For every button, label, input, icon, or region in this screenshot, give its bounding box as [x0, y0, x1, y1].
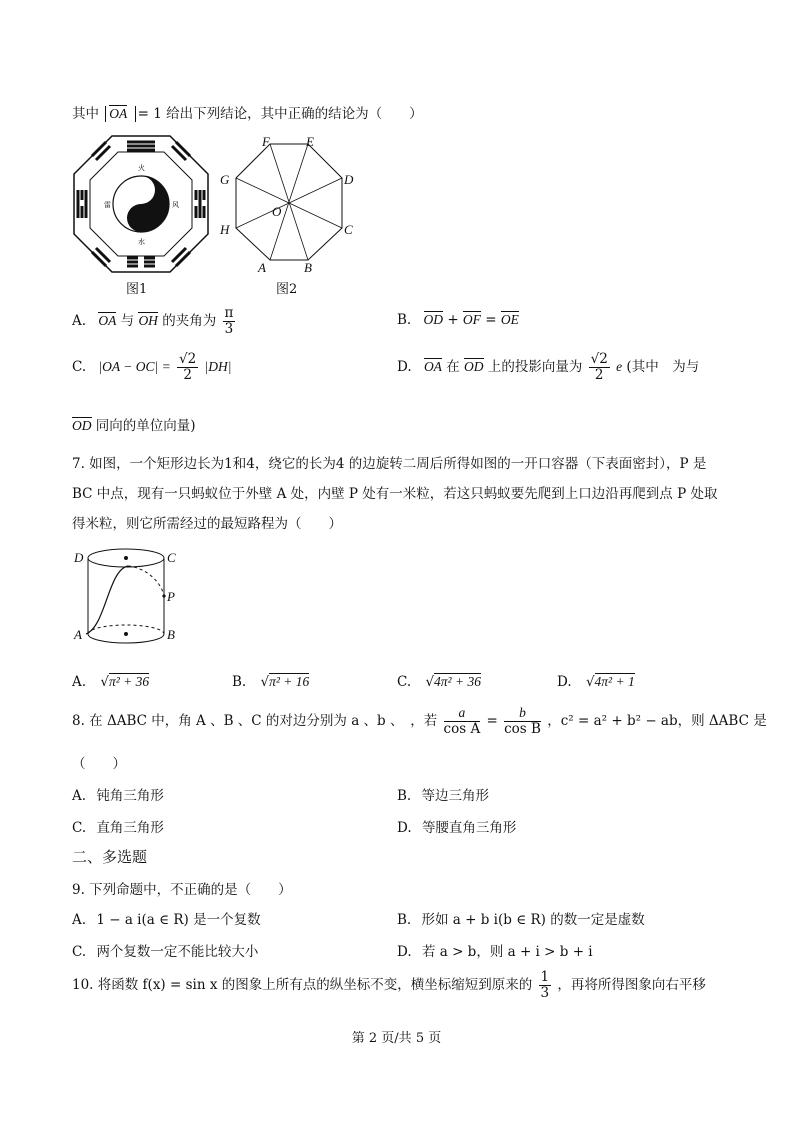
option-letter: C. — [397, 674, 412, 690]
option-letter: B. — [397, 912, 412, 928]
q8-option-c — [72, 816, 164, 836]
vector-oe: OE — [500, 312, 519, 327]
vector-oa: OA — [98, 312, 117, 328]
sqrt-expr: π² + 16 — [269, 674, 310, 689]
option-letter: A. — [72, 912, 87, 928]
option-text: 1 − a i(a ∈ R) 是一个复数 — [96, 912, 261, 928]
label-E: E — [306, 134, 314, 149]
q8-option-d — [397, 816, 516, 836]
q10-stem — [72, 970, 706, 1001]
sqrt-expr: 4π² + 1 — [594, 674, 635, 689]
sqrt-expr: 4π² + 36 — [434, 674, 481, 689]
q7-line2: BC 中点，现有一只蚂蚁位于外壁 A 处，内壁 P 处有一米粒，若这只蚂蚁要先爬到上口边沿再爬到点 P 处取 — [72, 486, 718, 502]
q6-option-b — [397, 312, 519, 328]
op: = — [485, 312, 497, 328]
svg-text:火: 火 — [138, 164, 145, 172]
label-G: G — [220, 172, 230, 187]
fig1-caption: 图1 — [126, 282, 148, 297]
option-text: 在 — [446, 358, 460, 375]
q9-option-d — [397, 940, 593, 960]
label-A: A — [74, 627, 82, 642]
option-letter: C. — [72, 944, 87, 960]
option-text: 上的投影向量为 — [487, 358, 583, 375]
option-text: 形如 a + b i(b ∈ R) 的数一定是虚数 — [421, 912, 645, 928]
fraction: $\frac{a}{\text{cos A}}$ — [443, 705, 481, 737]
option-text: (其中 为与 — [626, 358, 700, 375]
option-letter: A. — [72, 674, 87, 690]
fig2-caption: 图2 — [276, 282, 298, 297]
vector-od: OD — [423, 312, 444, 327]
q7-line3: 得米粒，则它所需经过的最短路程为（ ） — [72, 516, 342, 532]
option-text: 直角三角形 — [96, 820, 164, 836]
option-text: 等腰直角三角形 — [421, 820, 517, 836]
vector-od: OD — [464, 358, 484, 374]
q7-option-b: B. √π² + 16 — [232, 674, 310, 690]
option-letter: A. — [72, 788, 87, 804]
fraction: $\frac{1}{3}$ — [540, 969, 550, 1001]
intro-line — [72, 102, 423, 122]
svg-text:水: 水 — [138, 238, 145, 246]
q10-suffix: ，再将所得图象向右平移 — [557, 976, 706, 993]
option-letter: B. — [397, 788, 412, 804]
option-text: 的夹角为 — [162, 312, 217, 329]
q8-prefix: 8. 在 ΔABC 中，角 A 、B 、C 的对边分别为 a 、b 、 ，若 — [72, 712, 438, 729]
q6-option-a — [72, 306, 237, 337]
op: = — [486, 712, 498, 729]
label-B: B — [167, 627, 175, 642]
option-text: 钝角三角形 — [96, 788, 164, 804]
label-B: B — [304, 260, 312, 275]
option-text: 与 — [120, 312, 135, 329]
q8-paren: （ ） — [72, 756, 126, 772]
label-P: P — [167, 589, 175, 604]
option-text: 等边三角形 — [421, 788, 490, 804]
q9-stem: 9. 下列命题中，不正确的是（ ） — [72, 882, 292, 898]
label-F: F — [262, 134, 270, 149]
q6-option-c — [72, 352, 231, 383]
label-C: C — [167, 550, 176, 565]
option-text: 同向的单位向量) — [95, 418, 196, 434]
label-H: H — [220, 222, 230, 237]
fraction: $\frac{b}{\text{cos B}}$ — [504, 705, 541, 737]
option-letter: D. — [397, 944, 412, 960]
q8-condition: ，c² = a² + b² − ab，则 ΔABC 是 — [547, 712, 767, 729]
vector-oa: OA — [109, 106, 128, 121]
option-text: 若 a > b，则 a + i > b + i — [421, 944, 593, 960]
page-footer: 第 2 页/共 5 页 — [351, 1031, 442, 1046]
option-text: 两个复数一定不能比较大小 — [96, 944, 259, 960]
octagon-figure — [214, 134, 360, 276]
option-letter: C. — [72, 358, 87, 375]
vector-of: OF — [462, 312, 481, 327]
vector-oa: OA — [423, 358, 442, 374]
option-letter: D. — [397, 820, 412, 836]
q9-option-a — [72, 908, 261, 928]
q7-option-d: D. √4π² + 1 — [557, 674, 635, 690]
intro-prefix: 其中 — [72, 106, 99, 122]
vector-oh: OH — [138, 312, 158, 328]
intro-text: 给出下列结论，其中正确的结论为（ ） — [166, 106, 423, 122]
option-letter: C. — [72, 820, 87, 836]
label-D: D — [344, 172, 354, 187]
intro-eq: = 1 — [137, 106, 162, 122]
q8-option-a — [72, 784, 164, 804]
q8-stem — [72, 706, 767, 737]
q7-option-c: C. √4π² + 36 — [397, 674, 481, 690]
fraction: $\frac{√2}{2}$ — [179, 351, 197, 383]
q7-line1: 7. 如图，一个矩形边长为1和4，绕它的长为4 的边旋转二周后所得如图的一开口容器（下表面密封），P 是 — [72, 456, 707, 472]
q6-option-d-continued — [72, 414, 196, 434]
cylinder-figure — [72, 544, 182, 648]
section-title: 二、多选题 — [72, 848, 148, 866]
q9-option-c — [72, 940, 258, 960]
q6-option-d — [397, 352, 699, 383]
fraction: $\frac{√2}{2}$ — [590, 351, 608, 383]
op: + — [447, 312, 459, 328]
option-letter: B. — [397, 312, 412, 328]
expr-dh: |DH| — [204, 358, 232, 374]
label-A: A — [258, 260, 266, 275]
expr: |OA − OC| = — [98, 358, 171, 374]
svg-text:风: 风 — [172, 201, 179, 209]
option-letter: A. — [72, 312, 87, 329]
option-letter: B. — [232, 674, 247, 690]
svg-text:雷: 雷 — [104, 201, 111, 209]
option-letter: D. — [557, 674, 572, 690]
q7-option-a: A. √π² + 36 — [72, 674, 150, 690]
sqrt-expr: π² + 36 — [108, 674, 150, 689]
q8-option-b — [397, 784, 489, 804]
fraction: $\frac{\pi}{3}$ — [224, 305, 234, 337]
vector-od: OD — [72, 418, 92, 433]
q10-prefix: 10. 将函数 f(x) = sin x 的图象上所有点的纵坐标不变，横坐标缩短到原来的 — [72, 976, 533, 993]
bagua-figure — [72, 134, 210, 274]
label-C: C — [344, 222, 353, 237]
q9-option-b — [397, 908, 645, 928]
unit-vector-e: e — [616, 358, 623, 374]
option-letter: D. — [397, 358, 412, 375]
abs-vector-oa — [105, 106, 135, 122]
label-D: D — [74, 550, 84, 565]
label-O: O — [272, 204, 282, 219]
